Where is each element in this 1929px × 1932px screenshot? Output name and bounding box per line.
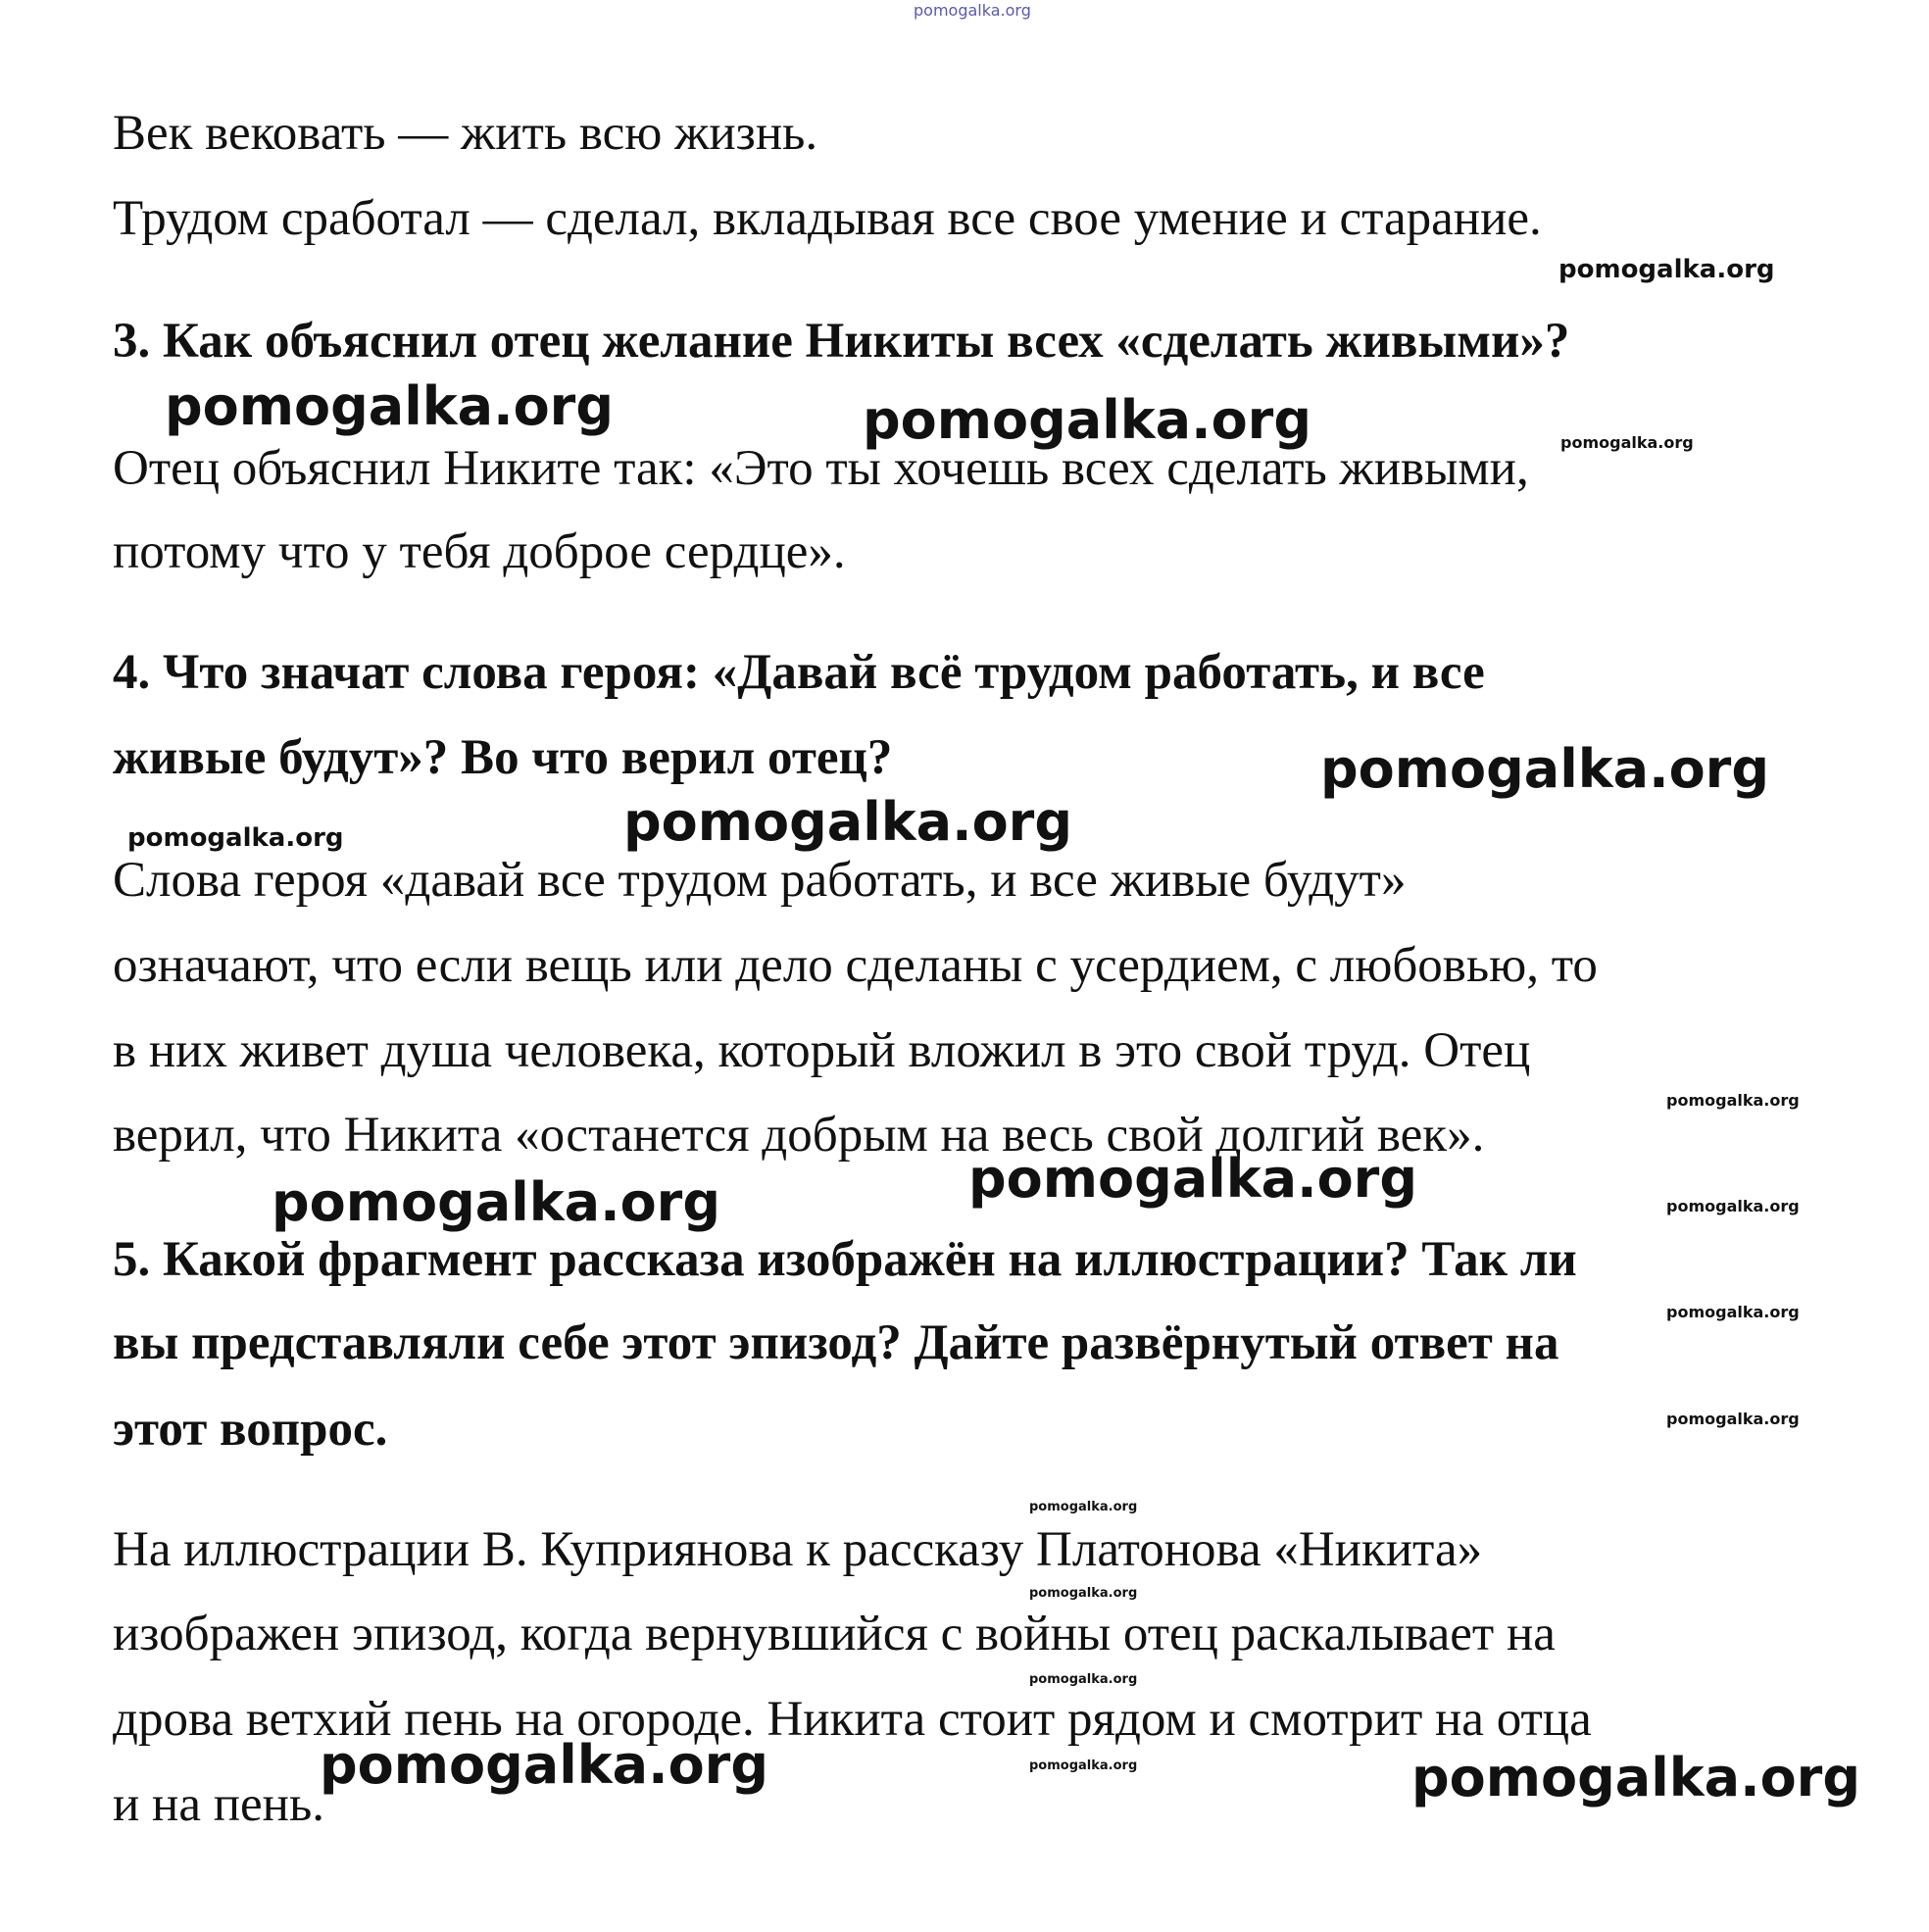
watermark-large: pomogalka.org xyxy=(165,375,614,437)
watermark-large: pomogalka.org xyxy=(968,1148,1417,1210)
answer-5-line: дрова ветхий пень на огороде. Никита стоит рядом и смотрит на отца xyxy=(113,1692,1592,1747)
answer-4-line: означают, что если вещь или дело сделаны с усердием, с любовью, то xyxy=(113,938,1598,993)
answer-4-line: верил, что Никита «останется добрым на весь свой долгий век». xyxy=(113,1108,1485,1163)
question-5-heading: вы представляли себе этот эпизод? Дайте развёрнутый ответ на xyxy=(113,1315,1559,1370)
answer-4-line: в них живет душа человека, который вложил в это свой труд. Отец xyxy=(113,1023,1531,1078)
answer-3-line: Отец объяснил Никите так: «Это ты хочешь всех сделать живыми, xyxy=(113,441,1529,496)
watermark-top: pomogalka.org xyxy=(914,1,1031,20)
watermark-tiny: pomogalka.org xyxy=(1029,1586,1138,1601)
watermark-tiny: pomogalka.org xyxy=(1666,1303,1800,1321)
answer-5-line: и на пень. xyxy=(113,1777,324,1832)
answer-line: Трудом сработал — сделал, вкладывая все свое умение и старание. xyxy=(113,191,1542,246)
question-4-heading: 4. Что значат слова героя: «Давай всё трудом работать, и все xyxy=(113,645,1485,700)
answer-5-line: На иллюстрации В. Куприянова к рассказу Платонова «Никита» xyxy=(113,1522,1483,1577)
watermark-tiny: pomogalka.org xyxy=(1029,1672,1138,1687)
watermark-large: pomogalka.org xyxy=(272,1171,720,1233)
question-3-heading: 3. Как объяснил отец желание Никиты всех «сделать живыми»? xyxy=(113,314,1570,369)
question-5-heading: 5. Какой фрагмент рассказа изображён на иллюстрации? Так ли xyxy=(113,1232,1577,1287)
watermark-tiny: pomogalka.org xyxy=(1029,1759,1138,1773)
answer-3-line: потому что у тебя доброе сердце». xyxy=(113,524,846,579)
watermark-large: pomogalka.org xyxy=(320,1734,768,1796)
answer-4-line: Слова героя «давай все трудом работать, и все живые будут» xyxy=(113,853,1407,908)
watermark-tiny: pomogalka.org xyxy=(1666,1410,1800,1428)
watermark-large: pomogalka.org xyxy=(1411,1747,1860,1808)
watermark-tiny: pomogalka.org xyxy=(1666,1197,1800,1215)
watermark-small: pomogalka.org xyxy=(1558,255,1775,284)
question-5-heading: этот вопрос. xyxy=(113,1402,388,1457)
watermark-large: pomogalka.org xyxy=(1320,738,1769,800)
watermark-tiny: pomogalka.org xyxy=(1666,1091,1800,1110)
question-4-heading: живые будут»? Во что верил отец? xyxy=(113,730,893,785)
watermark-large: pomogalka.org xyxy=(623,791,1072,853)
watermark-large: pomogalka.org xyxy=(863,389,1311,451)
watermark-tiny: pomogalka.org xyxy=(1560,433,1694,452)
answer-5-line: изображен эпизод, когда вернувшийся с войны отец раскалывает на xyxy=(113,1607,1556,1661)
answer-line: Век вековать — жить всю жизнь. xyxy=(113,106,818,161)
watermark-tiny: pomogalka.org xyxy=(1029,1500,1138,1514)
watermark-small: pomogalka.org xyxy=(127,823,344,853)
